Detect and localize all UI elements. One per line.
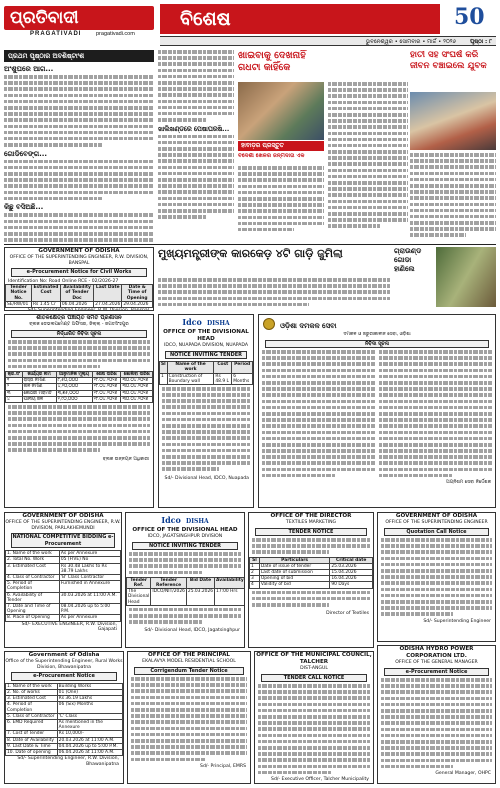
notice-title: OFFICE OF THE DIRECTOR <box>270 513 352 519</box>
notice-table: Sl Particulars Critical date 1 Date of issue of tender 25.03.2026 2 Last date of submission 15.04.2026 3 Opening of bid 16.04.2026 4 Validity of bid 90 Days <box>249 557 373 589</box>
notice-box: TENDER NOTICE <box>255 528 367 537</box>
news-head-2: ଗୋଡିବେଙ୍ଗ... <box>4 149 48 158</box>
cm-side-headline: ଗ୍ରାଉଣ୍ଡ ଗୋଡା ହାଣିଲେ <box>394 247 422 273</box>
news-body-5 <box>158 135 234 219</box>
feature-caption: ବିଦେଶୀ ଖେଳର ଜନ୍ମଦାତା ଏକ <box>238 153 305 159</box>
notice-box: NOTICE INVITING TENDER <box>132 542 238 551</box>
news-body-1 <box>4 75 154 147</box>
notice-subtitle: Office of the Superintending Engineer, Rural Works Division, Bhawanipatna <box>5 659 123 670</box>
notice-signature: ଅଗ୍ନିଶମ ସେବା ନିର୍ଦ୍ଦେଶକ <box>446 480 491 486</box>
notice-table: କ୍ର.ସଂ କାର୍ଯ୍ୟର ନାମ ଆନୁମାନିକ ମୂଲ୍ୟ ଶେଷ ତାରିଖ ଖୋଲିବା ତାରିଖ ୧ ରାସ୍ତା ନିର୍ମାଣ ୮,୫୦,୦୦୦ ୨୮.୦୪.୨୦୨୬ ୩୦.୦୪.୨୦୨୬ ୨ ନାଳ ନିର୍ମାଣ ୪,୨୦,୦୦୦ ୨୮.୦୪.୨୦୨୬ ୩୦.୦୪.୨୦୨୬ ୩ କୋଠରୀ ମରାମତି ୩,୭୫,୦୦୦ ୨୮.୦୪.୨୦୨୬ ୩୦.୦୪.୨୦୨୬ ୪ ପାନୀୟ ଜଳ ୨,୯୦,୦୦୦ ୨୮.୦୪.୨୦୨୬ ୩୦.୦୪.୨୦୨୬ <box>5 371 153 403</box>
tender-notice-bhawanipatna <box>4 651 124 784</box>
notice-table: Tender Ref. Tender Reference Bid Date Availability The Divisional Head IDCO/NIT/2026 25.03.2026 17:00 Hrs <box>128 577 244 605</box>
news-body-2 <box>4 160 154 201</box>
tender-notice-block <box>4 314 154 508</box>
feature-headline[interactable]: ଖାଇବାକୁ ଦେଖନାହିଁ ଗଧଟା କାହିଁକେ <box>238 50 306 73</box>
page-number: ପୃଷ୍ଠା : ୮ <box>470 39 492 45</box>
cm-body <box>158 278 390 312</box>
anniversary-number: 50 <box>454 4 485 30</box>
notice-title: ଶୀତଳକ୍ଷେତ୍ର ପଞ୍ଚାୟତ ସମିତି ପ୍ରଶାସନ <box>36 315 122 321</box>
dateline <box>160 36 496 46</box>
left-news-column <box>4 50 154 242</box>
idco-logo: Idco <box>161 515 181 525</box>
notice-signature: Sd/- Divisional Head, IDCO, Jagatsinghpur <box>144 628 240 634</box>
notice-title: Government of Odisha <box>28 652 100 658</box>
newspaper-logo[interactable] <box>4 6 154 30</box>
notice-signature: Sd/- Superintending Engineer <box>423 618 491 624</box>
tender-notice-ohpc <box>377 645 496 784</box>
notice-box: ନିବିଦା ସୂଚନା <box>265 340 489 349</box>
notice-signature: Sd/- Superintending Engineer, R.W. Division, Banspal <box>27 308 149 311</box>
notice-signature: Sd/- EXECUTIVE ENGINEER, R.W. Division, Gajapati <box>21 621 117 633</box>
notice-box: ନିର୍ଦ୍ଧାରିତ ନିବିଦା ସୂଚନା <box>11 330 147 339</box>
notice-subtitle: OFFICE OF THE SUPERINTENDING ENGINEER, R.W. DIVISION, PARLAKHEMUNDI <box>5 520 121 531</box>
disha-logo: DISHA <box>206 320 230 327</box>
news-body-4 <box>158 50 234 122</box>
notice-subtitle: ବ୍ଲକ ଡେଭଲପମେଣ୍ଟ ଅଫିସର, ଜିଲ୍ଲା - ଜଗତସିଂହପୁର <box>29 322 129 327</box>
notice-title: GOVERNMENT OF ODISHA <box>22 513 104 519</box>
notice-box: e-Procurement Notice <box>11 672 117 681</box>
notice-ref: Identification No: Road Online RCE - 02/2026-27 <box>8 278 119 284</box>
tender-notice-banspal <box>4 247 154 311</box>
notice-title: OFFICE OF THE MUNICIPAL COUNCIL, TALCHER <box>256 652 372 665</box>
notice-table: Sl Name of the work Cost Period 1 Construction of Boundary wall Rs 48.9 L 6 Months <box>159 361 253 385</box>
notice-subtitle: IDCO, JAGATSINGHPUR DIVISION <box>147 534 223 539</box>
tender-notice-idco-nuapada <box>158 314 254 508</box>
cm-headline[interactable]: ମୁଖ୍ୟମନ୍ତ୍ରୀଙ୍କ କାରକେଡ଼ ୪ଟି ଗାଡ଼ି ଜୁମିଲା <box>158 247 343 260</box>
notice-subtitle: OFFICE OF THE SUPERINTENDING ENGINEER <box>385 520 488 525</box>
notice-subtitle: IDCO, NUAPADA DIVISION, NUAPADA <box>163 343 249 348</box>
feature-body-2 <box>328 82 408 242</box>
odisha-emblem-icon <box>263 318 275 330</box>
masthead <box>0 0 500 46</box>
anniversary-emblem <box>448 2 496 38</box>
notice-signature: Sd/- Principal, EMRS <box>200 763 246 769</box>
notice-title: GOVERNMENT OF ODISHA <box>395 513 478 519</box>
notice-title: OFFICE OF THE PRINCIPAL <box>148 652 230 658</box>
notice-box: NOTICE INVITING TENDER <box>165 351 247 360</box>
notice-title: ଓଡ଼ିଶା ଦମକଳ ସେବା <box>280 322 337 330</box>
notice-signature: Sd/- Executive Officer, Talcher Municipality <box>271 776 369 782</box>
cm-side <box>394 247 434 287</box>
tender-notice-talcher <box>254 651 374 784</box>
notice-subtitle: OFFICE OF THE GENERAL MANAGER <box>395 660 478 665</box>
notice-table: 1. Name of the work Building Works 2. No. of works 01 (One) 3. Estimated Cost Rs 36.19 Lakhs 4. Period of Completion 06 (Six) Months 5. Class of Contractor 'C' Class 6. EMD Required As mentioned in the Annexure 7. Cost of Tender Rs 10,000/- 8. Date of Availability 20.03.2026 at 11:00 A.M. 9. Last Date & Time 04.04.2026 up to 5:00 P.M. 10. Date of opening 06.04.2026 at 11:00 A.M. <box>5 683 123 756</box>
notice-box: e-Procurement Notice for Civil Works <box>11 268 147 277</box>
notice-signature: Sd/- Superintending Engineer, R.W. Division, Bhawanipatna <box>17 756 119 767</box>
elephant-body <box>410 153 496 242</box>
news-body-3 <box>4 213 154 241</box>
news-head-1: ଅଂଶୁଘରେ ଆଗ... <box>4 65 54 73</box>
notice-box: Quotation Call Notice <box>384 528 489 537</box>
disha-logo: DISHA <box>185 518 209 525</box>
notice-table: 1. Name of the work As per Annexure 2. Total No. Work 05 (FIVE) No 3. Estimated Cost Rs 30.48 Lakhs to Rs 38.79 Lakhs 4. Class of Contractor 'B' Class Contractor 5. Period of Completion Furnished in Annexure 6. Availability of Tender 30.03.2026 at 11:00 A.M. 7. Date and Time of Opening 08.04.2026 up to 5:00 P.M. 8. Place of Opening As per Annexure <box>5 550 121 621</box>
elephant-photo <box>410 92 496 150</box>
notice-subtitle: EKALAVYA MODEL RESIDENTIAL SCHOOL <box>142 659 236 664</box>
feature-banner: ହାବାଡ଼ର ପ୍ରସ୍ତୁତ <box>238 141 324 151</box>
continued-bar: ପ୍ରଥମ ପୃଷ୍ଠାର ଅବଶିଷ୍ଟାଂଶ <box>4 50 154 62</box>
divider <box>4 244 496 245</box>
notice-subtitle: OFFICE OF THE SUPERINTENDING ENGINEER, R.W. DIVISION, BANSPAL <box>9 255 149 266</box>
section-title: ବିଶେଷ <box>180 8 231 30</box>
logo-text: ପ୍ରତିବାଦୀ <box>10 8 79 28</box>
notice-box: TENDER CALL NOTICE <box>261 674 367 683</box>
news-head-3: କିଛୁ ବସିଅଛି... <box>4 203 44 212</box>
notice-box: e-Procurement Notice <box>384 668 489 677</box>
tender-notice-parlakhemundi <box>4 512 122 648</box>
notice-subtitle: DIST-ANGUL <box>300 666 328 671</box>
tender-notice-fire-service <box>258 314 496 508</box>
elephant-headline-block <box>410 50 496 90</box>
tender-notice-textiles <box>248 512 374 648</box>
quotation-notice <box>377 512 496 642</box>
elephant-headline[interactable]: ହାତୀ ସହ ସଂଘର୍ଷ କରି ଜୀବନ ବଞ୍ଚାଇଲେ ଯୁବକ <box>410 50 487 71</box>
notice-title: OFFICE OF THE DIVISIONAL HEAD <box>132 527 238 533</box>
tender-notice-idco-jagatsinghpur <box>125 512 245 648</box>
idco-logo: Idco <box>182 317 202 327</box>
logo-latin: PRAGATIVADI <box>30 31 82 37</box>
news-head-5: ଖାଲିଖଣ୍ଡରେ ପେଷାଘରଷି... <box>158 125 230 133</box>
notice-title: GOVERNMENT OF ODISHA <box>38 248 120 254</box>
issue-date: ଭୁବନେଶ୍ୱର • ସୋମବାର • ମାର୍ଚ୍ଚ • ୨୦୨୬ <box>365 39 456 45</box>
notice-signature: Director of Textiles <box>326 611 369 617</box>
left-news-column-2 <box>158 50 234 242</box>
cm-photo <box>436 247 496 307</box>
notice-signature: General Manager, OHPC <box>435 770 491 776</box>
site-url[interactable]: pragativadi.com <box>96 31 135 37</box>
notice-box: Corrigendum Tender Notice <box>134 667 244 676</box>
section-banner <box>160 4 440 34</box>
tender-notice-emrs <box>127 651 251 784</box>
notice-box: NATIONAL COMPETITIVE BIDDING e-Procurement <box>12 534 114 547</box>
notice-signature: ବ୍ଲକ ଉନ୍ନୟନ ଅଧିକାରୀ <box>102 456 149 462</box>
cm-headline-block <box>158 247 408 277</box>
feature-body <box>238 166 324 242</box>
notice-signature: Sd/- Divisional Head, IDCO, Nuapada <box>164 475 249 481</box>
feature-photo <box>238 82 324 140</box>
notice-title: ODISHA HYDRO POWER CORPORATION LTD. <box>399 646 474 659</box>
notice-subtitle: ଦମକଳ ଓ ଜରୁରୀକାଳୀନ ସେବା, ଓଡ଼ିଶା <box>343 332 411 337</box>
notice-subtitle: TEXTILES MARKETING <box>285 520 337 525</box>
notice-title: OFFICE OF THE DIVISIONAL HEAD <box>163 329 249 342</box>
feature-headline-block <box>238 50 326 80</box>
notice-table: Tender Notice No. Estimated Cost Availability of Tender Doc Last Date Date & Time of Opening SE/RW/01 Rs 1.45 Cr 06.04.2026 27.04.2026 29.04.2026 <box>5 284 153 308</box>
